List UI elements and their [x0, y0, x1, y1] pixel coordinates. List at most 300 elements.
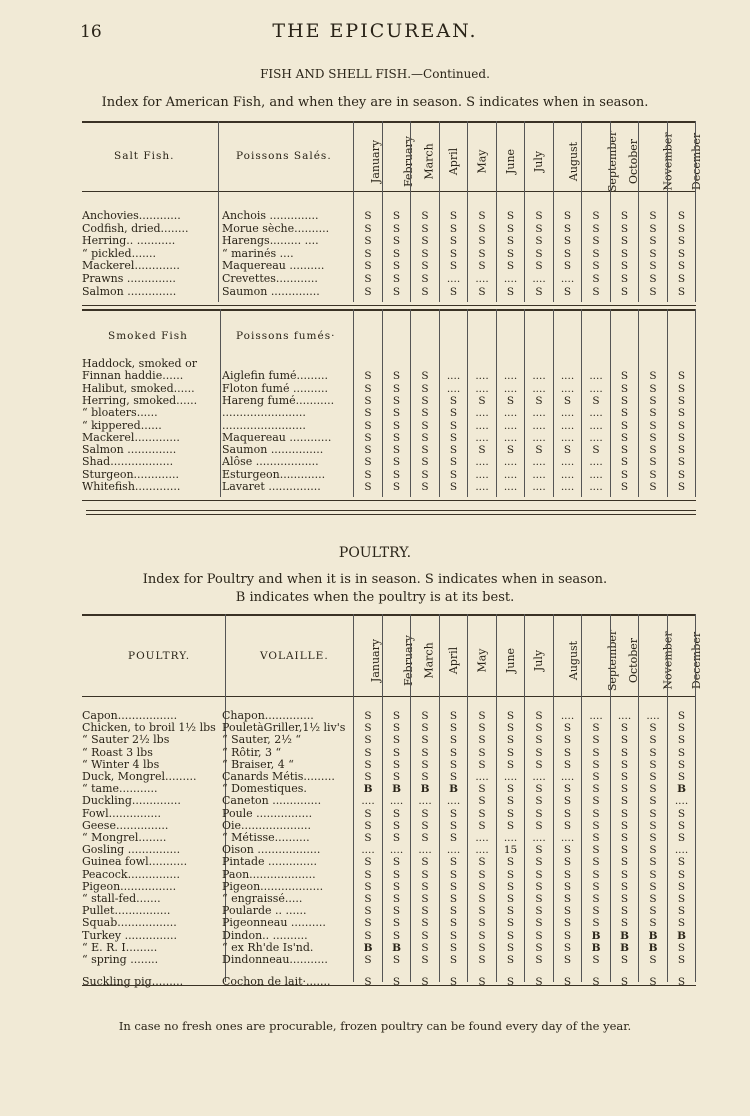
season-cell: S — [478, 868, 486, 881]
season-cell: S — [535, 929, 543, 942]
season-cell: B — [449, 783, 458, 796]
season-cell: S — [392, 370, 401, 383]
item-english: Duckling.............. — [82, 795, 181, 808]
season-cell: S — [677, 917, 686, 930]
season-cell: S — [649, 819, 657, 832]
season-cell: .... — [589, 468, 603, 481]
month-label: November — [661, 132, 675, 191]
table-row — [82, 286, 696, 298]
season-cell: S — [563, 868, 572, 881]
season-cell: .... — [475, 431, 489, 444]
season-cell: S — [478, 734, 486, 747]
month-label: March — [422, 642, 436, 679]
season-cell: S — [677, 941, 686, 954]
season-cell: S — [677, 758, 686, 771]
season-cell: S — [506, 905, 515, 918]
season-cell: .... — [389, 795, 404, 808]
season-cell: .... — [532, 273, 546, 285]
season-cell: S — [592, 722, 600, 735]
season-cell: S — [677, 260, 686, 273]
season-cell: B — [363, 941, 373, 954]
season-cell: B — [392, 783, 401, 796]
season-cell: .... — [532, 407, 546, 420]
season-cell: S — [677, 893, 686, 905]
season-cell: S — [506, 917, 515, 930]
fish-subtitle: Index for American Fish, and when they are in season. S indicates when in season. — [101, 95, 649, 110]
season-cell: S — [649, 832, 657, 844]
month-header — [411, 642, 439, 679]
season-cell: .... — [446, 273, 461, 285]
item-english: “ stall-fed....... — [82, 893, 161, 905]
season-cell: S — [421, 917, 429, 930]
season-cell: S — [535, 917, 543, 930]
season-cell: S — [392, 868, 401, 881]
season-cell: S — [620, 431, 629, 444]
season-cell: .... — [475, 273, 489, 285]
season-cell: .... — [503, 431, 518, 444]
season-cell: .... — [503, 382, 518, 395]
month-label: December — [689, 132, 703, 191]
season-cell: S — [563, 394, 572, 407]
month-header — [440, 646, 468, 675]
season-cell: S — [392, 734, 401, 747]
season-cell: S — [392, 222, 401, 235]
item-english: Chicken, to broil 1½ lbs — [82, 722, 216, 735]
season-cell: S — [677, 222, 686, 235]
season-cell: S — [620, 905, 629, 918]
season-cell: .... — [418, 795, 432, 808]
item-french: “ Métisse.......... — [222, 832, 310, 844]
season-cell: S — [421, 285, 429, 298]
season-cell: S — [592, 247, 600, 260]
season-cell: S — [677, 468, 686, 481]
season-cell: S — [364, 222, 372, 235]
season-cell: S — [392, 444, 401, 457]
item-french: “ engraissé..... — [222, 893, 303, 905]
season-cell: S — [592, 210, 600, 222]
season-cell: S — [506, 734, 515, 747]
season-cell: S — [620, 722, 629, 735]
table-top-rule — [82, 614, 696, 616]
season-cell: S — [535, 795, 543, 808]
season-cell: S — [620, 917, 629, 930]
season-cell: S — [506, 795, 515, 808]
month-header — [639, 631, 675, 690]
season-cell: S — [649, 783, 657, 796]
season-cell: S — [449, 222, 458, 235]
season-cell: S — [563, 941, 572, 954]
season-cell: .... — [560, 382, 575, 395]
season-cell: S — [620, 954, 629, 966]
season-cell: S — [563, 976, 572, 989]
season-cell: S — [677, 905, 686, 918]
season-cell: S — [421, 819, 429, 832]
table-row — [82, 893, 696, 905]
season-cell: S — [620, 456, 629, 469]
season-cell: S — [649, 370, 657, 383]
item-english: Prawns .............. — [82, 273, 176, 285]
season-cell: S — [364, 444, 372, 457]
item-french: Oison .................. — [222, 844, 321, 857]
item-french: Harengs......... .... — [222, 235, 319, 248]
season-cell: S — [421, 976, 429, 989]
table-row — [82, 407, 696, 419]
item-french: Pintade .............. — [222, 856, 317, 869]
season-cell: S — [592, 905, 600, 918]
season-cell: S — [620, 394, 629, 407]
month-label: June — [504, 148, 517, 175]
season-cell: S — [649, 394, 657, 407]
item-french: Morue sèche.......... — [222, 222, 330, 235]
season-cell: S — [364, 285, 372, 298]
table-row — [82, 395, 696, 407]
season-cell: S — [620, 235, 629, 248]
season-cell: S — [449, 468, 458, 481]
season-cell: .... — [674, 844, 689, 857]
season-cell: S — [449, 734, 458, 747]
season-cell: S — [421, 868, 429, 881]
season-cell: S — [392, 929, 401, 942]
month-label: April — [447, 646, 460, 675]
item-english: “ kippered...... — [82, 419, 162, 432]
season-cell: S — [677, 771, 686, 783]
season-cell: S — [478, 260, 486, 273]
season-cell: S — [478, 893, 486, 905]
season-cell: S — [649, 856, 657, 869]
season-cell: S — [364, 382, 372, 395]
season-cell: S — [677, 734, 686, 747]
season-cell: S — [535, 807, 543, 820]
season-cell: S — [392, 419, 401, 432]
season-cell: S — [535, 746, 543, 759]
season-cell: S — [649, 880, 657, 893]
season-cell: S — [563, 893, 572, 905]
season-cell: S — [449, 722, 458, 735]
season-cell: S — [592, 844, 600, 857]
season-cell: S — [449, 954, 458, 966]
season-cell: S — [364, 917, 372, 930]
season-cell: S — [392, 893, 401, 905]
season-cell: S — [392, 481, 401, 493]
season-cell: .... — [446, 382, 461, 395]
season-cell: S — [535, 444, 543, 457]
season-cell: S — [620, 285, 629, 298]
season-cell: B — [363, 783, 373, 796]
season-cell: B — [591, 929, 601, 942]
season-cell: .... — [475, 832, 489, 844]
season-cell: .... — [560, 370, 575, 383]
table-row — [82, 954, 696, 966]
season-cell: S — [364, 976, 372, 989]
season-cell: S — [592, 880, 600, 893]
month-label: July — [532, 150, 546, 173]
season-cell: S — [364, 734, 372, 747]
season-cell: S — [506, 247, 515, 260]
table-row — [82, 771, 696, 783]
season-cell: S — [421, 734, 429, 747]
season-cell: S — [592, 235, 600, 248]
season-cell: S — [506, 746, 515, 759]
table-row — [82, 795, 696, 807]
season-cell: S — [421, 273, 429, 285]
table-row — [82, 710, 696, 722]
season-cell: S — [421, 710, 429, 722]
item-french: Dindon.. .......... — [222, 929, 308, 942]
season-cell: S — [478, 783, 486, 796]
item-french: Pigeonneau .......... — [222, 917, 326, 930]
season-cell: S — [421, 832, 429, 844]
season-cell: S — [449, 893, 458, 905]
season-cell: .... — [589, 456, 603, 469]
item-french: Floton fumé .......... — [222, 382, 328, 395]
season-cell: S — [535, 880, 543, 893]
fish-caption: FISH AND SHELL FISH.—Continued. — [260, 67, 490, 81]
season-cell: S — [677, 856, 686, 869]
item-french: PouletàGriller,1½ liv's — [222, 722, 346, 735]
table-row — [82, 420, 696, 432]
season-cell: S — [677, 407, 686, 420]
season-cell: S — [620, 382, 629, 395]
month-header — [554, 141, 582, 182]
season-cell: S — [478, 917, 486, 930]
table-row — [82, 844, 696, 856]
month-header — [497, 647, 525, 674]
table-row — [82, 856, 696, 868]
table-row — [82, 235, 696, 247]
season-cell: S — [421, 407, 429, 420]
season-cell: B — [620, 929, 629, 942]
table-row — [82, 747, 696, 759]
season-cell: S — [620, 844, 629, 857]
season-cell: S — [421, 419, 429, 432]
table-bottom-rule — [82, 985, 696, 986]
salt-header-fr: Poissons Salés. — [236, 150, 332, 162]
item-french: “ marinés .... — [222, 247, 294, 260]
season-cell: S — [592, 893, 600, 905]
season-cell: S — [421, 235, 429, 248]
month-label: December — [689, 631, 703, 690]
season-cell: S — [421, 722, 429, 735]
item-english: Squab................. — [82, 917, 177, 930]
season-cell: S — [449, 941, 458, 954]
season-cell: S — [478, 819, 486, 832]
season-cell: S — [392, 710, 401, 722]
season-cell: S — [592, 444, 600, 457]
season-cell: S — [592, 273, 600, 285]
season-cell: .... — [532, 419, 546, 432]
header-rule — [82, 191, 696, 192]
month-header — [411, 143, 439, 180]
item-english: “ bloaters...... — [82, 407, 158, 420]
item-french: Poule ................ — [222, 807, 313, 820]
month-header — [468, 149, 496, 174]
season-cell: S — [620, 407, 629, 420]
item-french: Oie.................... — [222, 819, 311, 832]
season-cell: S — [563, 746, 572, 759]
season-cell: .... — [532, 468, 546, 481]
season-cell: S — [649, 247, 657, 260]
item-french: Dindonneau........... — [222, 954, 328, 966]
item-english: Suckling pig......... — [82, 976, 184, 989]
season-cell: S — [592, 807, 600, 820]
season-cell: S — [649, 468, 657, 481]
season-cell: S — [535, 394, 543, 407]
season-cell: S — [421, 382, 429, 395]
season-cell: S — [677, 807, 686, 820]
season-cell: S — [392, 758, 401, 771]
season-cell: S — [563, 247, 572, 260]
season-cell: S — [620, 260, 629, 273]
item-french: Hareng fumé........... — [222, 394, 335, 407]
table-bottom-rule — [82, 305, 696, 306]
season-cell: S — [620, 210, 629, 222]
season-cell: .... — [503, 771, 518, 783]
season-cell: S — [449, 771, 458, 783]
season-cell: S — [478, 710, 486, 722]
table-row — [82, 273, 696, 285]
season-cell: .... — [532, 382, 546, 395]
season-cell: S — [592, 856, 600, 869]
item-english: “ pickled....... — [82, 247, 157, 260]
season-cell: S — [421, 905, 429, 918]
item-english: Herring.. ........... — [82, 235, 176, 248]
season-cell: S — [535, 260, 543, 273]
season-cell: S — [392, 771, 401, 783]
season-cell: S — [677, 832, 686, 844]
season-cell: S — [478, 210, 486, 222]
item-french: “ ex Rh'de Is'nd. — [222, 941, 314, 954]
season-cell: S — [449, 929, 458, 942]
season-cell: S — [392, 468, 401, 481]
season-cell: S — [620, 222, 629, 235]
item-english: Fowl............... — [82, 807, 162, 820]
season-cell: S — [677, 880, 686, 893]
season-cell: S — [506, 868, 515, 881]
season-cell: S — [392, 407, 401, 420]
season-cell: S — [392, 905, 401, 918]
month-label: September — [606, 629, 620, 692]
salt-header-en: Salt Fish. — [114, 150, 175, 162]
season-cell: S — [478, 235, 486, 248]
season-cell: S — [506, 819, 515, 832]
season-cell: S — [649, 722, 657, 735]
season-cell: .... — [560, 710, 575, 722]
season-cell: S — [478, 444, 486, 457]
item-french: Poularde .. ...... — [222, 905, 307, 918]
item-english: “ spring ........ — [82, 954, 159, 966]
item-english: Turkey ............... — [82, 929, 178, 942]
season-cell: S — [364, 710, 372, 722]
season-cell: S — [535, 247, 543, 260]
season-cell: B — [620, 941, 629, 954]
season-cell: B — [648, 929, 658, 942]
season-cell: .... — [589, 431, 603, 444]
season-cell: .... — [503, 370, 518, 383]
season-cell: B — [420, 783, 430, 796]
item-english: Salmon .............. — [82, 444, 177, 457]
season-cell: S — [620, 868, 629, 881]
table-row — [82, 444, 696, 456]
item-english: Gosling ............... — [82, 844, 181, 857]
season-cell: S — [449, 407, 458, 420]
season-cell: S — [364, 746, 372, 759]
item-english: Peacock............... — [82, 868, 181, 881]
season-cell: S — [535, 758, 543, 771]
season-cell: .... — [560, 771, 575, 783]
item-french: Anchois .............. — [222, 210, 319, 222]
season-cell: S — [620, 734, 629, 747]
season-cell: S — [535, 710, 543, 722]
item-english: Whitefish............. — [82, 481, 181, 493]
header-rule — [82, 696, 696, 697]
table-row — [82, 930, 696, 942]
season-cell: S — [563, 444, 572, 457]
item-french: Aiglefin fumé......... — [222, 370, 329, 383]
item-english: Salmon .............. — [82, 285, 177, 298]
season-cell: .... — [361, 844, 375, 857]
table-row — [82, 832, 696, 844]
season-cell: S — [364, 868, 372, 881]
season-cell: S — [677, 431, 686, 444]
season-cell: .... — [589, 710, 603, 722]
season-cell: .... — [589, 382, 603, 395]
season-cell: S — [563, 856, 572, 869]
month-label: September — [606, 130, 620, 193]
season-cell: S — [364, 758, 372, 771]
season-cell: S — [449, 444, 458, 457]
season-cell: .... — [446, 370, 461, 383]
month-label: August — [566, 640, 580, 681]
table-row — [82, 734, 696, 746]
season-cell: S — [535, 954, 543, 966]
season-cell: S — [535, 976, 543, 989]
season-cell: S — [677, 456, 686, 469]
season-cell: S — [620, 807, 629, 820]
season-cell: S — [649, 917, 657, 930]
footnote: In case no fresh ones are procurable, frozen poultry can be found every day of the year. — [118, 1019, 632, 1033]
item-french: Lavaret ............... — [222, 481, 321, 493]
season-cell: S — [649, 905, 657, 918]
season-cell: S — [392, 746, 401, 759]
season-cell: B — [677, 929, 686, 942]
item-french: Cochon de lait·....... — [222, 976, 331, 989]
season-cell: S — [649, 431, 657, 444]
item-french: ........................ — [222, 407, 306, 420]
season-cell: S — [449, 807, 458, 820]
season-cell: S — [563, 819, 572, 832]
season-cell: S — [649, 419, 657, 432]
season-cell: S — [535, 222, 543, 235]
table-top-rule — [82, 309, 696, 311]
season-cell: S — [392, 431, 401, 444]
table-row — [82, 722, 696, 734]
item-english: Codfish, dried........ — [82, 222, 189, 235]
season-cell: S — [392, 954, 401, 966]
page-header — [80, 18, 670, 44]
season-cell: S — [478, 941, 486, 954]
table-bottom-rule — [82, 500, 696, 501]
season-cell: S — [620, 273, 629, 285]
month-header — [440, 147, 468, 176]
season-cell: S — [620, 247, 629, 260]
season-cell: S — [677, 210, 686, 222]
season-cell: .... — [560, 456, 575, 469]
season-cell: .... — [560, 481, 575, 493]
season-cell: S — [535, 893, 543, 905]
month-header — [554, 640, 582, 681]
season-cell: B — [591, 941, 601, 954]
item-english: “ Mongrel........ — [82, 832, 167, 844]
